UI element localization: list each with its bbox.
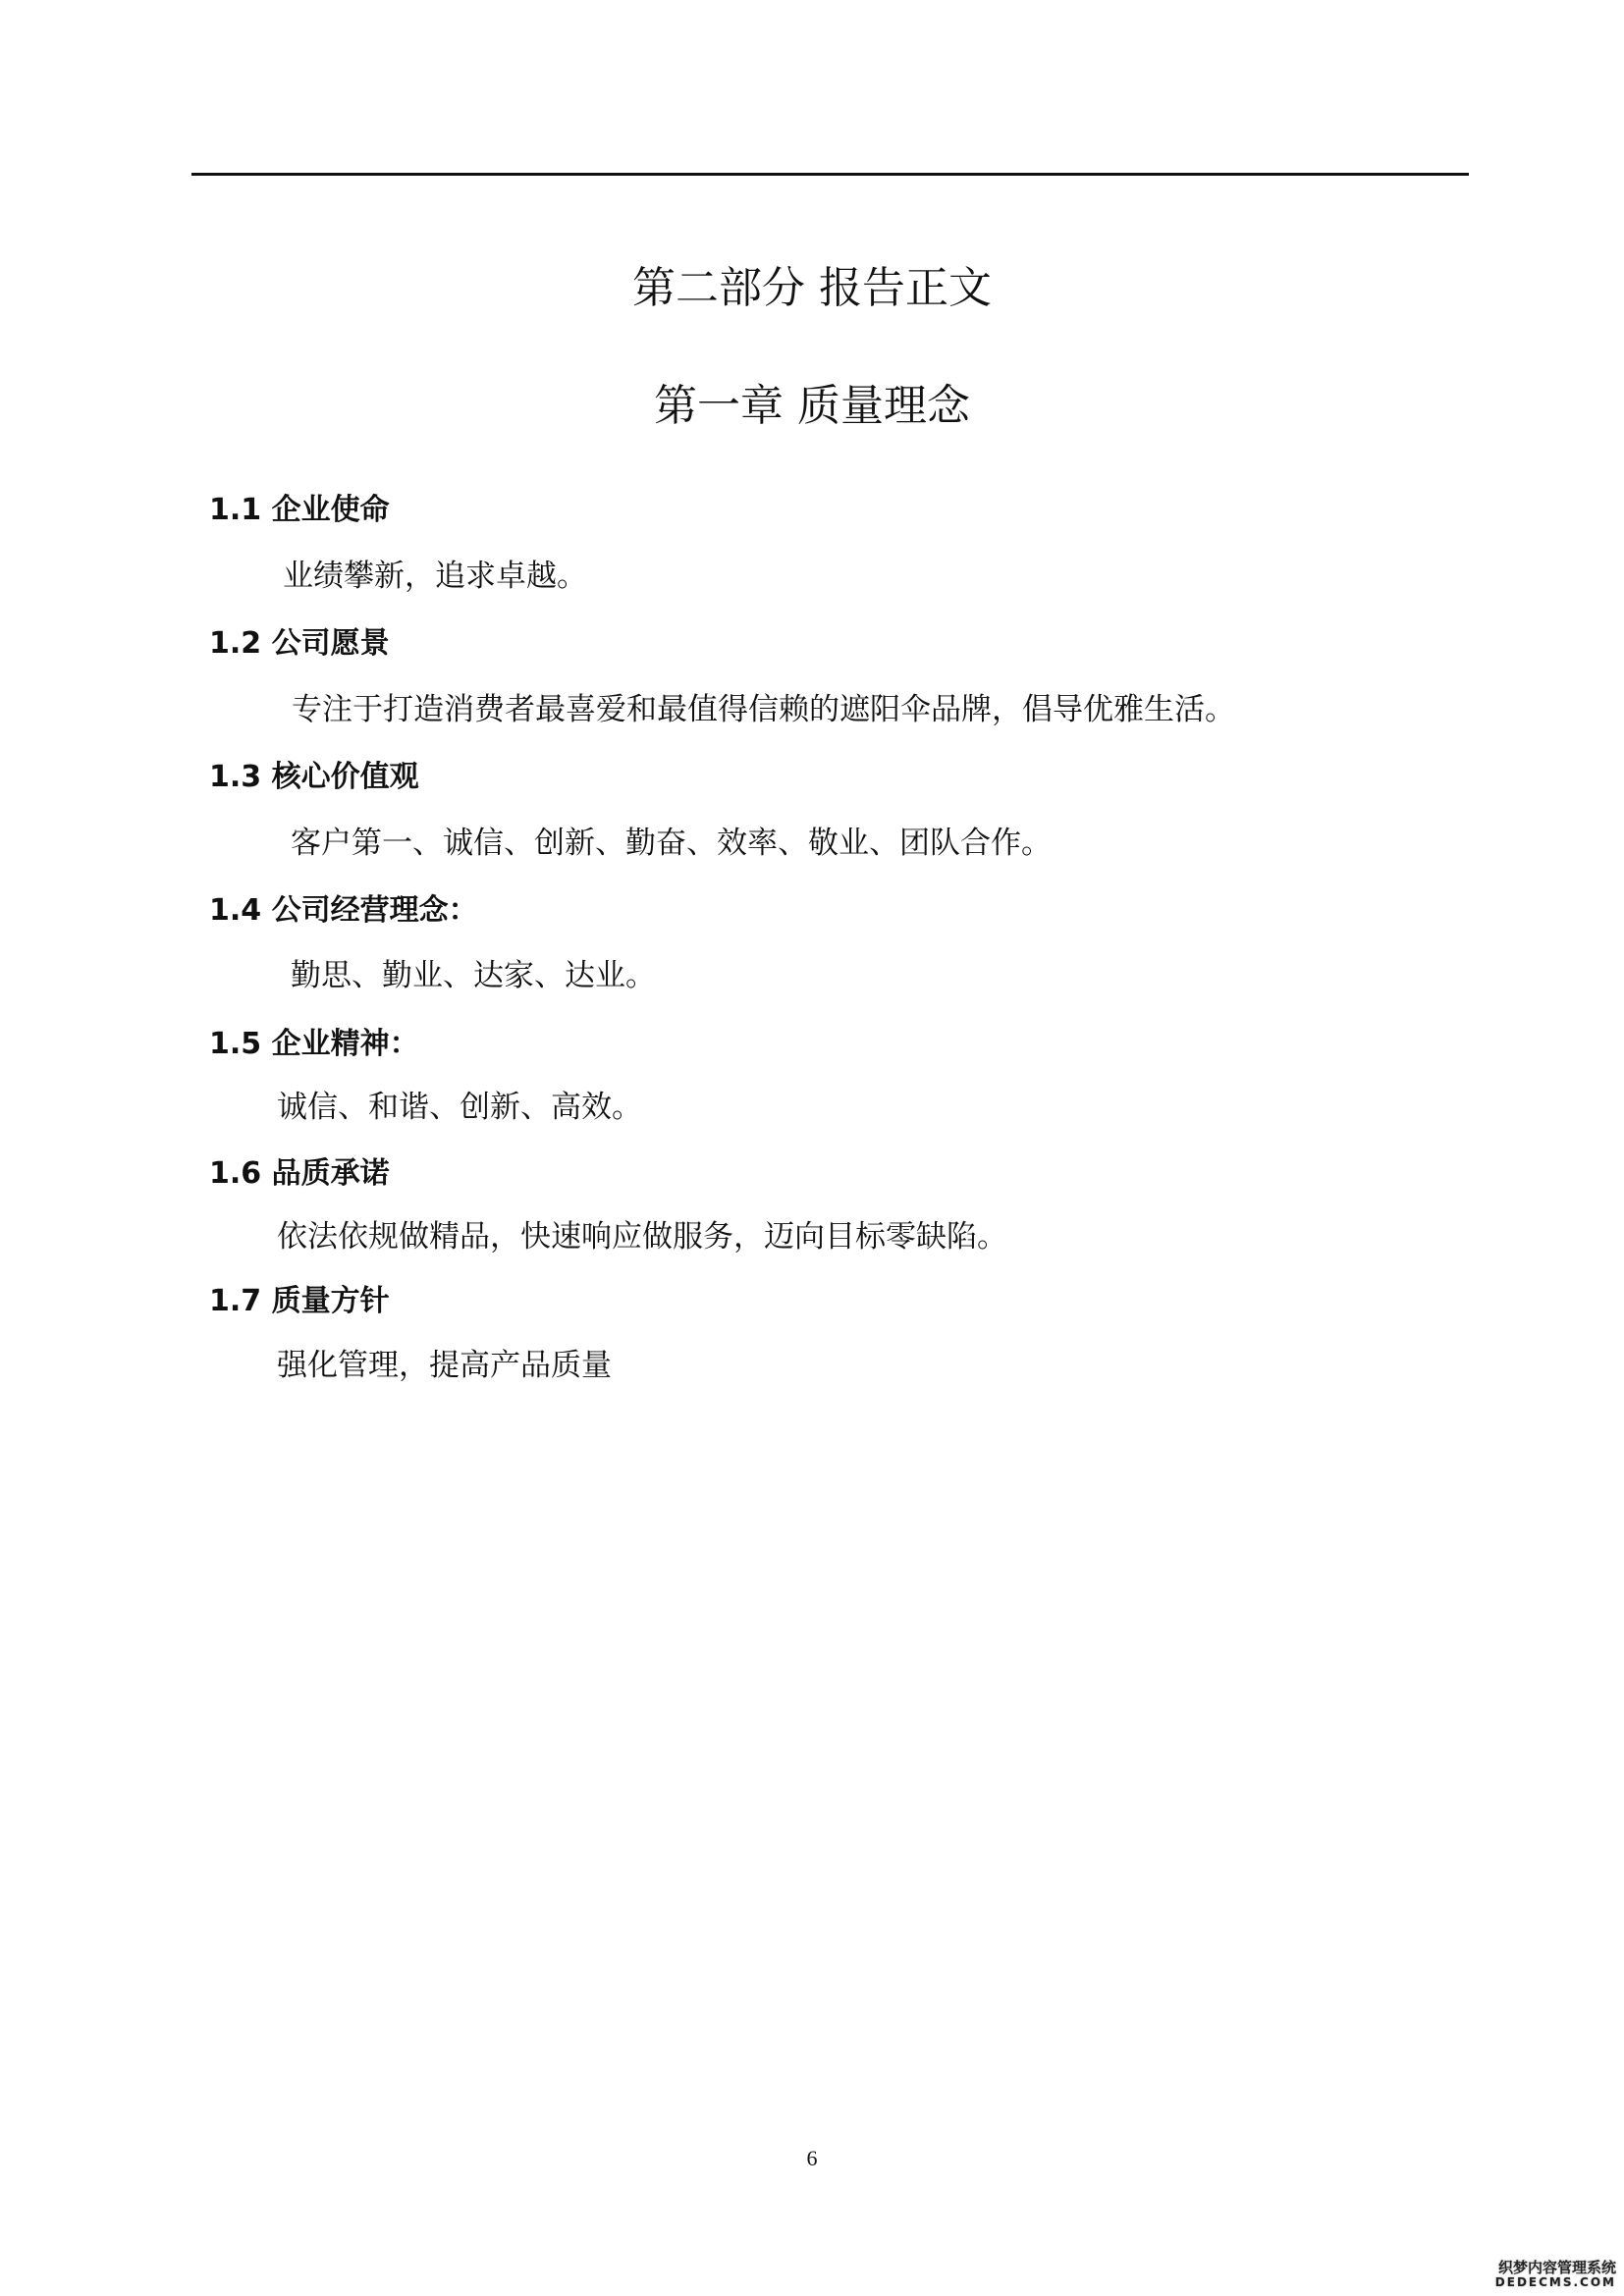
section-heading: 1.2 公司愿景 (209, 626, 390, 661)
header-rule (191, 173, 1469, 176)
watermark (1495, 2260, 1616, 2290)
watermark-line2: DEDECMS.COM (1494, 2275, 1616, 2290)
section-body: 客户第一、诚信、创新、勤奋、效率、敬业、团队合作。 (291, 826, 1052, 861)
section-body: 勤思、勤业、达家、达业。 (291, 958, 656, 993)
watermark-line1: 织梦内容管理系统 (1497, 2258, 1616, 2276)
section-body: 业绩攀新，追求卓越。 (283, 559, 587, 594)
chapter-title: 第一章 质量理念 (654, 381, 970, 431)
section-heading: 1.5 企业精神： (209, 1027, 419, 1061)
page-number: 6 (806, 2146, 818, 2170)
section-heading: 1.6 品质承诺 (209, 1156, 390, 1191)
section-body: 强化管理，提高产品质量 (277, 1348, 612, 1383)
section-heading: 1.7 质量方针 (209, 1284, 390, 1318)
section-body: 专注于打造消费者最喜爱和最值得信赖的遮阳伞品牌，倡导优雅生活。 (292, 692, 1235, 727)
section-body: 诚信、和谐、创新、高效。 (277, 1090, 642, 1125)
section-heading: 1.3 核心价值观 (209, 760, 419, 794)
section-heading: 1.4 公司经营理念： (209, 893, 478, 928)
section-body: 依法依规做精品，快速响应做服务，迈向目标零缺陷。 (277, 1219, 1007, 1255)
section-heading: 1.1 企业使命 (209, 493, 390, 527)
part-title: 第二部分 报告正文 (632, 263, 992, 313)
